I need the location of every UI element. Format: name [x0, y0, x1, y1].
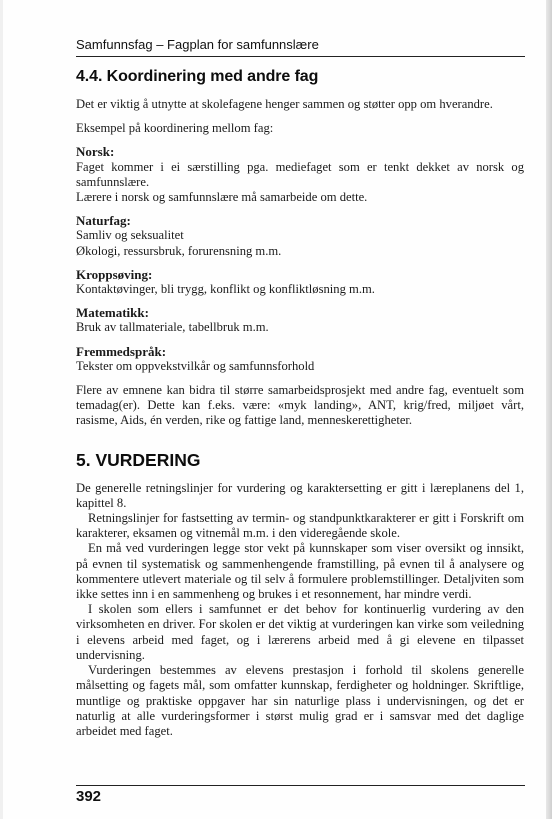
vurdering-paragraph: Vurderingen bestemmes av elevens prestasjon i forhold til skolens generelle målsetting og fagets mål, som omfatter kunnskap, ferdigheter og holdninger. Skriftlige, muntlige og praktiske oppgaver har sin naturlige plass i undervisningen, og det er naturlig at alle vurderingsformer i størst mulig grad er i samsvar med det daglige arbeidet med faget. — [76, 663, 524, 738]
subject-line: Tekster om oppvekstvilkår og samfunnsforhold — [76, 358, 315, 373]
vurdering-paragraph: I skolen som ellers i samfunnet er det behov for kontinuerlig vurdering av den virksomheten en driver. For skolen er det viktig at vurderingen kan virke som veiledning i elevens arbeid med faget, og i lærerens arbeid med å gi elevene en tilpasset undervisning. — [76, 602, 524, 662]
subject-heading: Naturfag: — [76, 213, 131, 229]
page-right-edge — [546, 0, 552, 819]
subject-norsk — [76, 144, 524, 205]
page-content — [76, 66, 524, 739]
page-left-edge — [0, 0, 3, 819]
subject-line: Samliv og seksualitet — [76, 228, 184, 243]
subject-line: Lærere i norsk og samfunnslære må samarbeide om dette. — [76, 190, 368, 205]
subject-heading: Matematikk: — [76, 305, 149, 321]
subject-matematikk — [76, 305, 524, 335]
header-rule — [76, 56, 525, 57]
vurdering-paragraph: De generelle retningslinjer for vurdering og karaktersetting er gitt i læreplanens del 1, kapittel 8. — [76, 480, 524, 510]
subject-heading: Kroppsøving: — [76, 266, 153, 282]
subject-heading: Norsk: — [76, 144, 115, 160]
running-head: Samfunnsfag – Fagplan for samfunnslære — [76, 37, 319, 52]
vurdering-paragraph: Retningslinjer for fastsetting av termin- og standpunktkarakterer er gitt i Forskrift om karakterer, eksamen og vitnemål m.m. i den videregående skole. — [76, 511, 524, 541]
intro-paragraph: Det er viktig å utnytte at skolefagene henger sammen og støtter opp om hverandre. — [76, 97, 493, 111]
subject-naturfag — [76, 213, 524, 259]
subject-kroppsoving — [76, 267, 524, 297]
example-lead: Eksempel på koordinering mellom fag: — [76, 121, 274, 136]
page-number: 392 — [76, 788, 102, 805]
subject-line: Faget kommer i ei særstilling pga. mediefaget som er tenkt dekket av norsk og samfunnslære. — [76, 159, 524, 189]
section-5-heading: 5. VURDERING — [76, 449, 201, 470]
closing-paragraph: Flere av emnene kan bidra til større samarbeidsprosjekt med andre fag, eventuelt som temadag(er). Dette kan f.eks. være: «myk landing», ANT, krig/fred, miljøet vårt, rasisme, Aids, én verden, rike og fattige land, menneskerettigheter. — [76, 383, 524, 428]
subject-fremmedsprak — [76, 344, 524, 374]
vurdering-paragraph: En må ved vurderingen legge stor vekt på kunnskaper som viser oversikt og innsikt, på evnen til systematisk og sammenhengende framstilling, på evnen til å analysere og kommentere utlevert materiale og til selv å formulere problemstillinger. Detaljviten som ikke settes inn i en sammenheng og brukes i et resonnement, har mindre verdi. — [76, 541, 524, 602]
section-4-4-heading: 4.4. Koordinering med andre fag — [76, 68, 319, 85]
subject-line: Kontaktøvinger, bli trygg, konflikt og konfliktløsning m.m. — [76, 282, 375, 297]
footer-rule — [76, 785, 525, 786]
subject-heading: Fremmedspråk: — [76, 343, 167, 359]
subject-line: Økologi, ressursbruk, forurensning m.m. — [76, 243, 282, 258]
subject-line: Bruk av tallmateriale, tabellbruk m.m. — [76, 320, 269, 335]
